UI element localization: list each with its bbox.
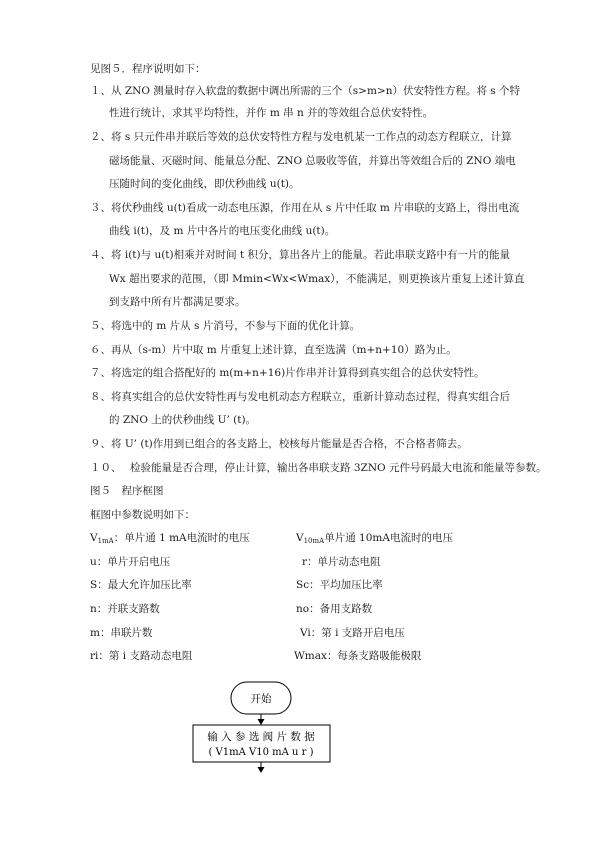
step-2-line-1: ２、将 s 只元件串并联后等效的总伏安特性方程与发电机某一工作点的动态方程联立，计算 (90, 131, 512, 143)
intro-text: 见图５．程序说明如下： (90, 63, 206, 75)
step-4-line-3: 到支路中所有片都满足要求。 (109, 296, 246, 308)
step-3-line-1: ３、将伏秒曲线 u(t)看成一动态电压源，作用在从 s 片中任取 m 片串联的支路上，得出电流 (90, 202, 520, 214)
flowchart-arrowhead (258, 767, 265, 773)
step-8-line-2: 的 ZNO 上的伏秒曲线 U’ (t)。 (109, 414, 257, 426)
param-right-4: no：备用支路数 (296, 603, 373, 615)
step-number: ３、 (90, 202, 111, 214)
param-left-6: ri：第 i 支路动态电阻 (90, 650, 193, 662)
flowchart-input-label-2: ( V1mA V10 mA u r ) (208, 747, 314, 758)
step-number: ８、 (90, 391, 111, 403)
flowchart-input-label-1: 输 入 参 选 阀 片 数 据 (207, 731, 315, 743)
flowchart-start-label: 开始 (250, 693, 272, 705)
step-2-line-2: 磁场能量、灭磁时间、能量总分配、ZNO 总吸收等值，并算出等效组合后的 ZNO 端电 (109, 155, 516, 167)
step-number: １、 (90, 85, 111, 97)
step-2-line-3: 压随时间的变化曲线，即伏秒曲线 u(t)。 (109, 178, 300, 190)
step-number: ２、 (90, 131, 111, 143)
param-right-3: Sc：平均加压比率 (296, 579, 383, 591)
step-10-line-1: １０、 检验能量是否合理，停止计算，输出各串联支路 3ZNO 元件号码最大电流和能量等参数。 (90, 462, 547, 474)
param-right-6: Wmax：每条支路吸能极限 (294, 650, 422, 662)
step-number: ９、 (90, 438, 111, 450)
param-left-3: S：最大允许加压比率 (90, 579, 192, 591)
param-heading: 框图中参数说明如下： (90, 509, 195, 521)
param-left-2: u：单片开启电压 (90, 556, 171, 568)
step-number: ６、 (90, 344, 111, 356)
figure-caption: 图５ 程序框图 (90, 485, 164, 497)
step-6-line-1: ６、再从（s-m）片中取 m 片重复上述计算，直至选满（m+n+10）路为止。 (90, 344, 457, 356)
flowchart-arrowhead (258, 719, 265, 725)
param-right-1: $V_{10mA}$单片通 10mA电流时的电压 (296, 532, 453, 545)
param-left-1: $V_{1mA}$：单片通 1 mA电流时的电压 (90, 532, 250, 545)
step-7-line-1: ７、将选定的组合搭配好的 m(m+n+16)片作串并计算得到真实组合的总伏安特性。 (90, 367, 485, 379)
step-1-line-2: 性进行统计，求其平均特性，并作 m 串 n 并的等效组合总伏安特性。 (109, 107, 434, 119)
step-number: １０、 (90, 462, 122, 474)
step-1-line-1: １、从 ZNO 测量时存入软盘的数据中调出所需的三个（s>m>n）伏安特性方程。将 s 个特 (90, 85, 521, 97)
step-8-line-1: ８、将真实组合的总伏安特性再与发电机动态方程联立，重新计算动态过程，得真实组合后 (90, 391, 510, 403)
step-number: ７、 (90, 367, 111, 379)
param-right-5: Vi：第 i 支路开启电压 (300, 627, 405, 639)
param-right-2: r：单片动态电阻 (302, 556, 381, 568)
step-4-line-1: ４、将 i(t)与 u(t)相乘并对时间 t 积分，算出各片上的能量。若此串联支路中有一片的能量 (90, 249, 511, 261)
param-left-4: n：并联支路数 (90, 603, 160, 615)
step-4-line-2: Wx 超出要求的范围，（即 Mmin<Wx<Wmax），不能满足，则更换该片重复上述计算直 (109, 273, 525, 285)
step-5-line-1: ５、将选中的 m 片从 s 片消号，不参与下面的优化计算。 (90, 320, 361, 332)
step-9-line-1: ９、将 U’ (t)作用到已组合的各支路上，校核每片能量是否合格，不合格者筛去。 (90, 438, 468, 450)
step-number: ５、 (90, 320, 111, 332)
step-number: ４、 (90, 249, 111, 261)
param-left-5: m：串联片数 (90, 627, 153, 639)
step-3-line-2: 曲线 i(t)，及 m 片中各片的电压变化曲线 u(t)。 (109, 225, 336, 237)
